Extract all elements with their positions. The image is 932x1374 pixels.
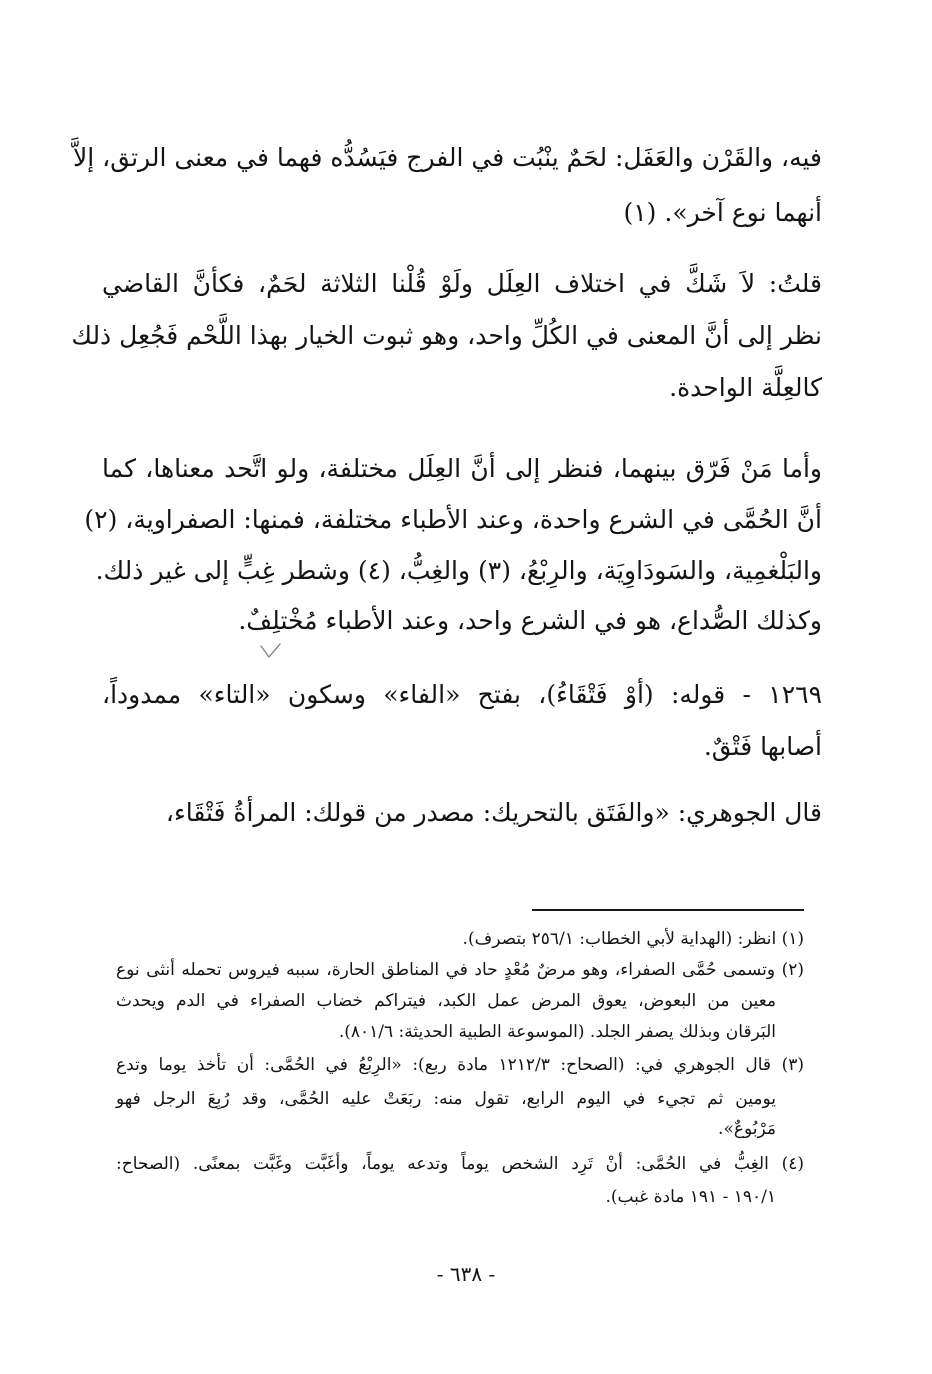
body-line-9: وكذلك الصُّداع، هو في الشرع واحد، وعند الأطباء مُخْتلِفٌ. bbox=[238, 606, 822, 635]
body-line-5: كالعِلَّة الواحدة. bbox=[669, 373, 822, 402]
body-line-3: قلتُ: لاَ شَكَّ في اختلاف العِلَل ولَوْ قُلْنا الثلاثة لحَمٌ، فكأنَّ القاضي bbox=[102, 269, 822, 298]
body-line-1: فيه، والقَرْن والعَفَل: لحَمٌ ينْبُت في الفرج فيَسُدُّه فهما في معنى الرتق، إلاَّ bbox=[73, 143, 822, 172]
footnote-4-line-2: ١٩٠/١ - ١٩١ مادة غبب). bbox=[605, 1187, 776, 1207]
footnote-3-line-2: يومين ثم تجيء في اليوم الرابع، تقول منه: ربَعَتْ عليه الحُمَّى، وقد رُبِعَ الرجل فهو bbox=[116, 1089, 776, 1109]
body-line-7: أنَّ الحُمَّى في الشرع واحدة، وعند الأطباء مختلفة، فمنها: الصفراوية، (٢) bbox=[84, 505, 822, 534]
body-line-10: ١٢٦٩ - قوله: (أوْ فَتْقَاءُ)، بفتح «الفاء» وسكون «التاء» ممدوداً، bbox=[102, 680, 822, 709]
footnote-2-line-3: البَرقان وبذلك يصفر الجلد. (الموسوعة الطبية الحديثة: ٨٠١/٦). bbox=[338, 1022, 776, 1042]
body-line-6: وأما مَنْ فَرّق بينهما، فنظر إلى أنَّ العِلَل مختلفة، ولو اتَّحد معناها، كما bbox=[102, 454, 822, 483]
footnote-1: (١) انظر: (الهداية لأبي الخطاب: ٢٥٦/١ بتصرف). bbox=[462, 929, 804, 949]
footnote-2-line-1: (٢) وتسمى حُمَّى الصفراء، وهو مرضٌ مُعْدٍ حاد في المناطق الحارة، سببه فيروس تحمله أنثى نوع bbox=[116, 960, 804, 980]
footnote-4-line-1: (٤) الغِبُّ في الحُمَّى: أنْ تَرِد الشخص يوماً وتدعه يوماً، وأغَبَّت وغَبَّت بمعنًى. (الصحاح: bbox=[116, 1154, 804, 1174]
body-line-2: أنهما نوع آخر». (١) bbox=[623, 198, 822, 227]
footnote-3-line-3: مَرْبُوعٌ». bbox=[718, 1119, 776, 1139]
footnote-2-line-2: معين من البعوض، يعوق المرض عمل الكبد، فيتراكم خضاب الصفراء في الدم ويحدث bbox=[116, 991, 776, 1011]
body-line-8: والبَلْغمِية، والسَودَاوِيَة، والرِبْعُ، (٣) والغِبُّ، (٤) وشطر غِبٍّ إلى غير ذلك. bbox=[95, 556, 822, 585]
page-number: - ٦٣٨ - bbox=[436, 1262, 496, 1286]
pencil-mark bbox=[258, 642, 284, 662]
body-line-4: نظر إلى أنَّ المعنى في الكُلِّ واحد، وهو ثبوت الخيار بهذا اللَّحْم فَجُعِل ذلك bbox=[71, 321, 822, 350]
body-line-11: أصابها فَتْقٌ. bbox=[703, 732, 822, 761]
footnote-separator bbox=[532, 909, 804, 911]
footnote-3-line-1: (٣) قال الجوهري في: (الصحاح: ١٢١٢/٣ مادة ربع): «الرِبْعُ في الحُمَّى: أن تأخذ يوما وتدع bbox=[116, 1055, 804, 1075]
body-line-12: قال الجوهري: «والفَتَق بالتحريك: مصدر من قولك: المرأةُ فَتْقَاء، bbox=[165, 798, 822, 827]
